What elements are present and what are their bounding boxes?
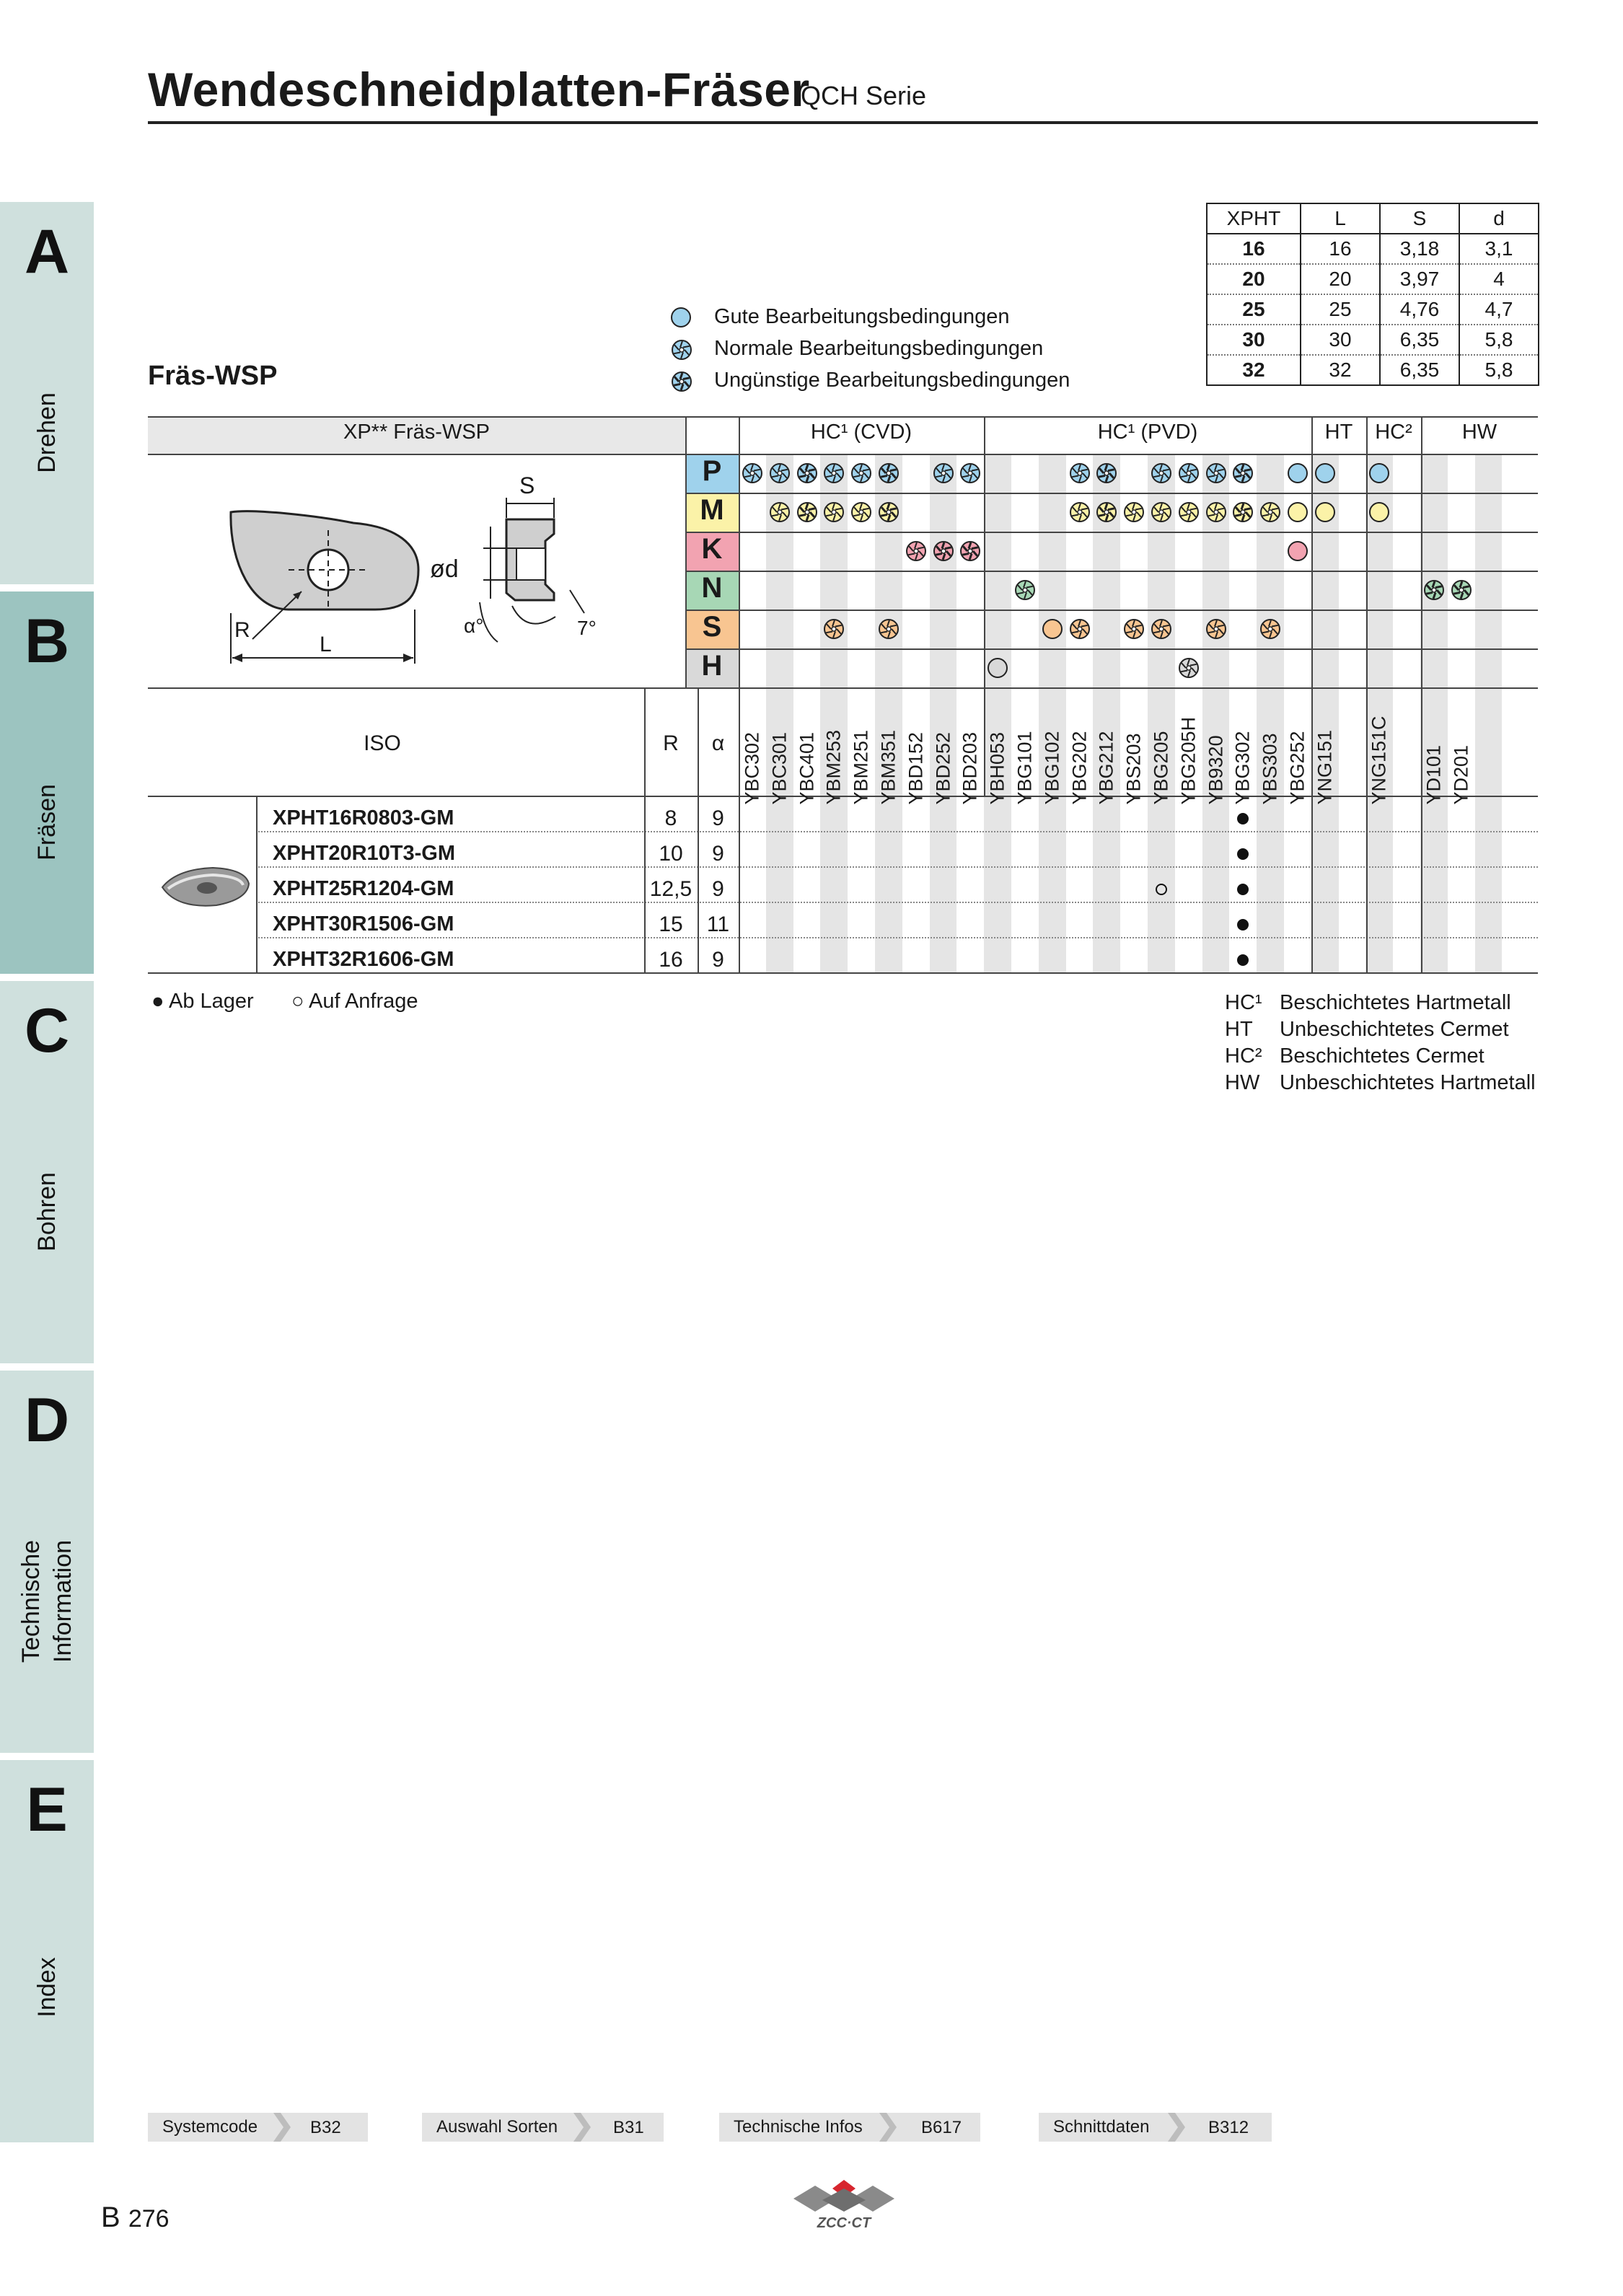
condition-icon bbox=[1231, 461, 1255, 485]
nav-systemcode[interactable] bbox=[148, 2113, 368, 2142]
abbr-value: Beschichtetes Hartmetall bbox=[1280, 991, 1511, 1014]
material-n: N bbox=[701, 572, 723, 604]
abbr-key: HT bbox=[1225, 1018, 1253, 1041]
condition-icon bbox=[1176, 656, 1201, 680]
grid-col-rule bbox=[698, 687, 699, 972]
product-alpha: 9 bbox=[712, 948, 724, 972]
condition-icon bbox=[1231, 500, 1255, 524]
dims-cell: 6,35 bbox=[1380, 325, 1459, 355]
abbr-key: HW bbox=[1225, 1071, 1260, 1094]
grade-label: YBG205 bbox=[1150, 731, 1172, 805]
condition-icon bbox=[1094, 461, 1119, 485]
product-alpha: 9 bbox=[712, 877, 724, 901]
tab-bohren[interactable] bbox=[0, 981, 94, 1363]
on-request-dot bbox=[1156, 884, 1167, 895]
material-p: P bbox=[702, 455, 722, 487]
condition-icon bbox=[1285, 461, 1310, 485]
chevron-right-icon bbox=[270, 2113, 295, 2142]
condition-icon bbox=[1285, 539, 1310, 563]
condition-icon bbox=[1204, 461, 1228, 485]
tab-letter: E bbox=[26, 1775, 68, 1844]
page-title: Wendeschneidplatten-Fräser bbox=[148, 63, 810, 116]
grid-rule bbox=[685, 610, 1538, 611]
normal-condition-icon bbox=[669, 338, 692, 361]
dims-cell: 3,18 bbox=[1380, 234, 1459, 264]
condition-icon bbox=[1149, 617, 1174, 641]
dims-cell: 25 bbox=[1207, 294, 1301, 325]
nav-ref: B31 bbox=[613, 2118, 644, 2137]
grade-label: YNG151C bbox=[1368, 716, 1390, 805]
condition-icon bbox=[1149, 500, 1174, 524]
tab-letter: D bbox=[24, 1386, 70, 1455]
condition-icon bbox=[958, 461, 982, 485]
abbr-key: HC¹ bbox=[1225, 991, 1262, 1014]
product-alpha: 9 bbox=[712, 842, 724, 866]
label-seven: 7° bbox=[577, 617, 597, 639]
abbr-value: Unbeschichtetes Cermet bbox=[1280, 1018, 1509, 1041]
condition-icon bbox=[1068, 500, 1092, 524]
insert-photo-icon bbox=[155, 855, 256, 920]
label-d: ød bbox=[430, 555, 459, 583]
dims-cell: 4,76 bbox=[1380, 294, 1459, 325]
condition-icon bbox=[822, 461, 846, 485]
dims-header: L bbox=[1301, 203, 1380, 234]
product-r: 8 bbox=[664, 806, 677, 830]
nav-technische-infos[interactable] bbox=[719, 2113, 980, 2142]
product-r: 15 bbox=[659, 912, 683, 936]
condition-icon bbox=[1204, 617, 1228, 641]
tab-letter: C bbox=[24, 996, 70, 1065]
abbr-row bbox=[1225, 1018, 1509, 1042]
product-alpha: 9 bbox=[712, 806, 724, 830]
abbr-value: Unbeschichtetes Hartmetall bbox=[1280, 1071, 1536, 1094]
grade-label: YBG102 bbox=[1041, 731, 1063, 805]
tab-letter: B bbox=[24, 607, 70, 676]
legend-bad-label: Ungünstige Bearbeitungsbedingungen bbox=[714, 369, 1070, 392]
grade-label: YBM251 bbox=[850, 729, 872, 805]
tab-fraesen[interactable] bbox=[0, 591, 94, 974]
material-h: H bbox=[701, 650, 723, 682]
condition-icon bbox=[1258, 500, 1283, 524]
grid-col-rule bbox=[739, 416, 740, 972]
grade-label: YBG302 bbox=[1231, 731, 1254, 805]
dimensions-table bbox=[1206, 203, 1539, 386]
dims-header: S bbox=[1380, 203, 1459, 234]
product-iso: XPHT30R1506-GM bbox=[273, 912, 454, 936]
product-r: 16 bbox=[659, 948, 683, 972]
stock-legend-on-request: ○ Auf Anfrage bbox=[291, 990, 418, 1013]
condition-icon bbox=[849, 500, 874, 524]
product-iso: XPHT25R1204-GM bbox=[273, 877, 454, 900]
dims-cell: 32 bbox=[1207, 355, 1301, 385]
condition-icon bbox=[1367, 500, 1391, 524]
dims-cell: 5,8 bbox=[1459, 325, 1539, 355]
condition-icon bbox=[904, 539, 928, 563]
grade-label: YD201 bbox=[1450, 744, 1472, 805]
dims-cell: 30 bbox=[1301, 325, 1380, 355]
condition-icon bbox=[1285, 500, 1310, 524]
grid-col-rule bbox=[685, 416, 687, 687]
tab-technische-information[interactable] bbox=[0, 1371, 94, 1753]
grid-rule bbox=[148, 454, 1538, 455]
condition-icon bbox=[1176, 461, 1201, 485]
grade-label: YD101 bbox=[1422, 744, 1445, 805]
dims-cell: 20 bbox=[1301, 264, 1380, 294]
dims-cell: 3,1 bbox=[1459, 234, 1539, 264]
dims-cell: 3,97 bbox=[1380, 264, 1459, 294]
dims-cell: 32 bbox=[1301, 355, 1380, 385]
condition-icon bbox=[985, 656, 1010, 680]
condition-icon bbox=[1367, 461, 1391, 485]
grid-rule bbox=[685, 571, 1538, 572]
tab-letter: A bbox=[24, 217, 70, 286]
condition-icon bbox=[931, 461, 956, 485]
grid-rule bbox=[148, 687, 1538, 689]
label-r: R bbox=[234, 618, 250, 642]
dims-cell: 30 bbox=[1207, 325, 1301, 355]
tab-label: Index bbox=[33, 1957, 61, 2018]
label-l: L bbox=[320, 633, 332, 656]
grade-label: YBC301 bbox=[768, 731, 791, 805]
condition-icon bbox=[876, 617, 901, 641]
dims-header: XPHT bbox=[1207, 203, 1301, 234]
condition-icon bbox=[958, 539, 982, 563]
product-alpha: 11 bbox=[706, 912, 730, 936]
condition-icon bbox=[795, 500, 819, 524]
in-stock-dot bbox=[1237, 954, 1249, 966]
grade-label: YBC401 bbox=[796, 731, 817, 805]
label-s: S bbox=[519, 472, 535, 498]
grid-rule bbox=[685, 532, 1538, 533]
condition-icon bbox=[1258, 617, 1283, 641]
grade-label: YBG212 bbox=[1095, 731, 1117, 805]
product-iso: XPHT32R1606-GM bbox=[273, 948, 454, 971]
group-hc2: HC² bbox=[1375, 421, 1412, 444]
page-num: 276 bbox=[128, 2205, 170, 2233]
logo-text: ZCC·CT bbox=[817, 2215, 871, 2229]
page-subtitle: QCH Serie bbox=[801, 81, 927, 110]
grid-rule bbox=[148, 972, 1538, 974]
condition-icon bbox=[1313, 461, 1337, 485]
grade-label: YBG252 bbox=[1286, 731, 1308, 805]
in-stock-dot bbox=[1237, 919, 1249, 931]
group-hc1-pvd: HC¹ (PVD) bbox=[1097, 421, 1198, 444]
nav-ref: B617 bbox=[921, 2118, 962, 2137]
grid-col-rule bbox=[256, 796, 258, 972]
abbr-key: HC² bbox=[1225, 1044, 1262, 1068]
nav-schnittdaten[interactable] bbox=[1039, 2113, 1272, 2142]
stock-legend-in-stock: ● Ab Lager bbox=[151, 990, 254, 1013]
condition-icon bbox=[1204, 500, 1228, 524]
condition-icon bbox=[822, 617, 846, 641]
legend-bad bbox=[669, 369, 1070, 392]
nav-auswahl-sorten[interactable] bbox=[422, 2113, 664, 2142]
grade-label: YBS203 bbox=[1122, 733, 1145, 805]
chevron-right-icon bbox=[571, 2113, 595, 2142]
condition-icon bbox=[1313, 500, 1337, 524]
nav-label: Schnittdaten bbox=[1053, 2117, 1150, 2137]
condition-icon bbox=[1449, 578, 1474, 602]
product-iso: XPHT20R10T3-GM bbox=[273, 842, 456, 865]
grade-label: YBD252 bbox=[932, 731, 954, 805]
grade-label: YBH053 bbox=[986, 731, 1008, 805]
dims-cell: 16 bbox=[1301, 234, 1380, 264]
label-alpha: α° bbox=[464, 615, 484, 637]
condition-icon bbox=[849, 461, 874, 485]
material-m: M bbox=[700, 494, 724, 526]
grid-rule bbox=[148, 416, 1538, 418]
grade-label: YBG202 bbox=[1068, 731, 1090, 805]
col-iso: ISO bbox=[364, 731, 401, 755]
product-iso: XPHT16R0803-GM bbox=[273, 806, 454, 830]
nav-ref: B32 bbox=[310, 2118, 341, 2137]
abbr-value: Beschichtetes Cermet bbox=[1280, 1044, 1485, 1068]
col-r: R bbox=[663, 731, 679, 755]
grade-label: YBS303 bbox=[1259, 733, 1281, 805]
legend-good-label: Gute Bearbeitungsbedingungen bbox=[714, 305, 1010, 328]
group-hw: HW bbox=[1461, 421, 1497, 444]
condition-icon bbox=[740, 461, 765, 485]
tab-drehen[interactable] bbox=[0, 202, 94, 584]
condition-icon bbox=[1013, 578, 1037, 602]
condition-icon bbox=[1422, 578, 1446, 602]
row-rule bbox=[256, 831, 1538, 832]
chevron-right-icon bbox=[1165, 2113, 1189, 2142]
condition-icon bbox=[931, 539, 956, 563]
nav-label: Auswahl Sorten bbox=[436, 2117, 558, 2137]
tab-index[interactable] bbox=[0, 1760, 94, 2142]
legend-good bbox=[669, 305, 1010, 329]
condition-icon bbox=[1122, 617, 1146, 641]
product-r: 12,5 bbox=[649, 877, 692, 901]
condition-icon bbox=[767, 500, 792, 524]
in-stock-dot bbox=[1237, 884, 1249, 895]
row-rule bbox=[256, 937, 1538, 938]
tab-label: Fräsen bbox=[33, 784, 61, 861]
condition-icon bbox=[795, 461, 819, 485]
legend-normal bbox=[669, 337, 1043, 361]
condition-icon bbox=[1176, 500, 1201, 524]
abbr-row bbox=[1225, 991, 1511, 1015]
in-stock-dot bbox=[1237, 848, 1249, 860]
nav-ref: B312 bbox=[1208, 2118, 1249, 2137]
material-s: S bbox=[702, 611, 722, 643]
grid-col-rule bbox=[1421, 416, 1422, 972]
dims-cell: 16 bbox=[1207, 234, 1301, 264]
header-rule bbox=[148, 121, 1538, 124]
abbr-row bbox=[1225, 1071, 1536, 1095]
dims-header: d bbox=[1459, 203, 1539, 234]
dims-cell: 6,35 bbox=[1380, 355, 1459, 385]
nav-label: Systemcode bbox=[162, 2117, 258, 2137]
condition-icon bbox=[876, 461, 901, 485]
row-rule bbox=[256, 866, 1538, 868]
condition-icon bbox=[1068, 461, 1092, 485]
chevron-right-icon bbox=[876, 2113, 901, 2142]
grade-label: YBD203 bbox=[959, 731, 981, 805]
condition-icon bbox=[876, 500, 901, 524]
condition-icon bbox=[1040, 617, 1065, 641]
tab-label: Drehen bbox=[33, 392, 61, 473]
material-k: K bbox=[701, 533, 723, 565]
col-alpha: α bbox=[711, 731, 725, 755]
nav-label: Technische Infos bbox=[734, 2117, 863, 2137]
dims-cell: 25 bbox=[1301, 294, 1380, 325]
grid-col-rule bbox=[644, 687, 646, 972]
page-section: B bbox=[101, 2202, 120, 2233]
insert-drawing bbox=[209, 469, 642, 671]
good-condition-icon bbox=[669, 306, 692, 329]
condition-icon bbox=[1094, 500, 1119, 524]
section-title: Fräs-WSP bbox=[148, 361, 278, 391]
dims-cell: 5,8 bbox=[1459, 355, 1539, 385]
legend-normal-label: Normale Bearbeitungsbedingungen bbox=[714, 337, 1044, 360]
grade-label: YNG151 bbox=[1314, 729, 1336, 805]
zcc-ct-logo bbox=[786, 2178, 902, 2229]
row-rule bbox=[256, 902, 1538, 903]
dims-cell: 4 bbox=[1459, 264, 1539, 294]
insert-header: XP** Fräs-WSP bbox=[343, 421, 491, 444]
product-r: 10 bbox=[659, 842, 683, 866]
group-ht: HT bbox=[1324, 421, 1353, 444]
page-number bbox=[101, 2202, 170, 2234]
condition-icon bbox=[1149, 461, 1174, 485]
in-stock-dot bbox=[1237, 813, 1249, 824]
grid-rule bbox=[685, 493, 1538, 494]
condition-icon bbox=[1122, 500, 1146, 524]
tab-label: Bohren bbox=[33, 1172, 61, 1252]
dims-cell: 4,7 bbox=[1459, 294, 1539, 325]
condition-icon bbox=[822, 500, 846, 524]
condition-icon bbox=[1068, 617, 1092, 641]
condition-icon bbox=[767, 461, 792, 485]
abbr-row bbox=[1225, 1044, 1485, 1068]
grade-label: YBM253 bbox=[822, 729, 845, 805]
tab-label: Technische Information bbox=[17, 1539, 76, 1663]
bad-condition-icon bbox=[669, 369, 692, 392]
dims-cell: 20 bbox=[1207, 264, 1301, 294]
grade-label: YBM351 bbox=[877, 729, 900, 805]
grade-label: YBC302 bbox=[741, 731, 763, 805]
grade-label: YBG205H bbox=[1177, 716, 1200, 805]
grade-label: YBD152 bbox=[905, 731, 927, 805]
grade-label: YB9320 bbox=[1205, 735, 1226, 805]
grade-label: YBG101 bbox=[1013, 731, 1036, 805]
grid-col-rule bbox=[984, 416, 985, 796]
group-hc1-cvd: HC¹ (CVD) bbox=[810, 421, 912, 444]
grid-rule bbox=[685, 648, 1538, 650]
